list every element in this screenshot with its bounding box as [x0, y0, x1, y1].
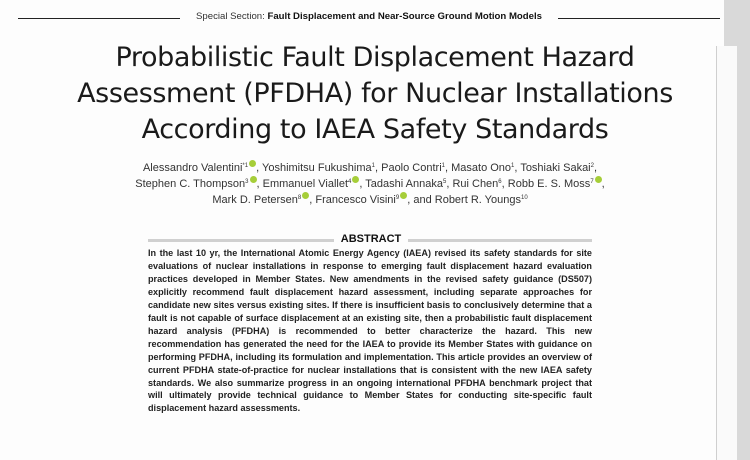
author-affiliation: *1: [242, 163, 249, 169]
abstract-rule-left: [148, 239, 334, 242]
author-name: and Robert R. Youngs: [413, 194, 521, 206]
orcid-icon[interactable]: [302, 192, 309, 199]
special-section-line: [180, 11, 558, 22]
abstract-heading: ABSTRACT: [340, 233, 402, 245]
author-name: Stephen C. Thompson: [135, 178, 246, 190]
author-affiliation: 1: [441, 163, 445, 169]
author-name: Rui Chen: [452, 178, 499, 190]
title-line: According to IAEA Safety Standards: [141, 114, 609, 145]
author-affiliation: 6: [498, 179, 502, 185]
author: [135, 178, 256, 190]
abstract-rule-right: [408, 239, 592, 242]
author: [263, 178, 360, 190]
author-affiliation: 1: [511, 163, 515, 169]
author-affiliation: 8: [297, 195, 302, 201]
author-affiliation: 7: [590, 179, 594, 185]
author: [452, 178, 501, 190]
author-name: Francesco Visini: [315, 194, 396, 206]
orcid-icon[interactable]: [595, 176, 602, 183]
author-affiliation: 9: [395, 195, 400, 201]
author-name: Toshiaki Sakai: [520, 162, 591, 174]
scrollbar-thumb[interactable]: [716, 46, 737, 460]
author-name: Tadashi Annaka: [365, 178, 443, 190]
author-name: Mark D. Petersen: [212, 194, 298, 206]
author-affiliation: 4: [348, 179, 352, 185]
title-line: Assessment (PFDHA) for Nuclear Installations: [77, 78, 673, 109]
author-list: Alessandro Valentini$^{*1}$ , Yoshimitsu Fukushima$^1$, Paolo Contri$^1$, Masato Ono$^1$, Toshiaki Sakai$^2$, Stephen C. Thompson$^3$ , Emmanuel Viallet$^4$ , Tadashi Annaka$^5$, Rui Chen$^6$, Robb E. S. Moss$^7$ , Mark D. Petersen$^8$ , Francesco Visini$^9$ , and Robert R. Youngs$^{10}$: [135, 162, 605, 206]
author: [520, 162, 594, 174]
abstract-text: In the last 10 yr, the International Atomic Energy Agency (IAEA) revised its safety standards for site evaluations of nuclear installations in response to emerging fault displacement hazard evaluation practices developed in Member States. New amendments in the revised safety guidance (DS507) explicitly recommend fault displacement hazard assessment, including separate approaches for candidate new sites versus existing sites. If there is insufficient basis to conclusively determine that a fault is not capable of surface displacement at an existing site, then a probabilistic fault displacement hazard analysis (PFDHA) is recommended to better characterize the hazard. This new recommendation has generated the need for the IAEA to provide its Member States with guidance on performing PFDHA, including its formulation and implementation. This article provides an overview of current PFDHA state-of-practice for nuclear installations that is consistent with the new IAEA safety standards. We also summarize progress in an ongoing international PFDHA benchmark project that will ultimately provide technical guidance to Member States for conducting site-specific fault displacement hazard assessments.: [148, 248, 592, 414]
orcid-icon[interactable]: [249, 160, 256, 167]
header-rule-left: [18, 18, 180, 19]
author-affiliation: 3: [245, 179, 249, 185]
author: [315, 194, 407, 206]
author-affiliation: 5: [442, 179, 447, 185]
author-affiliation: 2: [590, 163, 594, 169]
section-name: Fault Displacement and Near-Source Ground Motion Models: [267, 11, 542, 22]
author: [413, 194, 527, 206]
author-affiliation: 1: [371, 163, 375, 169]
author: [508, 178, 602, 190]
author: [451, 162, 514, 174]
author: [365, 178, 446, 190]
author-name: Paolo Contri: [381, 162, 442, 174]
author-name: Robb E. S. Moss: [507, 178, 591, 190]
author-name: Masato Ono: [451, 162, 512, 174]
author: [381, 162, 445, 174]
orcid-icon[interactable]: [250, 176, 257, 183]
orcid-icon[interactable]: [400, 192, 407, 199]
author: [143, 162, 256, 174]
author-affiliation: 10: [520, 195, 528, 201]
author: [262, 162, 375, 174]
author-name: Emmanuel Viallet: [262, 178, 349, 190]
title-line: Probabilistic Fault Displacement Hazard: [115, 42, 635, 73]
section-prefix: Special Section:: [196, 11, 268, 22]
article-title: [30, 40, 720, 148]
orcid-icon[interactable]: [352, 176, 359, 183]
header-rule-right: [558, 18, 720, 19]
author: [212, 194, 309, 206]
author-name: Alessandro Valentini: [142, 162, 243, 174]
author-name: Yoshimitsu Fukushima: [262, 162, 372, 174]
